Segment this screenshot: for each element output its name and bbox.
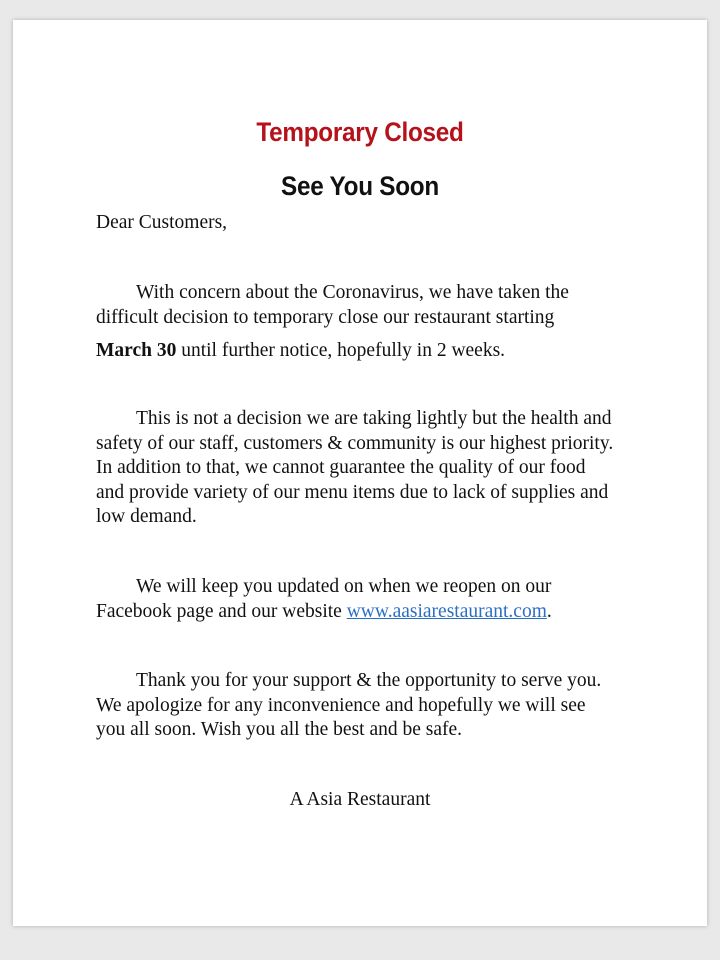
paragraph-reason xyxy=(96,407,656,530)
paragraph-closure-line-1: With concern about the Coronavirus, we have taken the xyxy=(136,282,569,303)
paragraph-thanks-line-1: Thank you for your support & the opportunity to serve you. xyxy=(136,670,602,691)
paragraph-reason-line-2: safety of our staff, customers & community is our highest priority. xyxy=(96,432,614,454)
paragraph-updates-line-1: We will keep you updated on when we reopen on our xyxy=(136,576,552,597)
notice-title: Temporary Closed xyxy=(256,117,464,147)
paragraph-reason-line-3: In addition to that, we cannot guarantee the quality of our food xyxy=(96,457,586,478)
paragraph-updates-line-2-prefix: Facebook page and our website xyxy=(96,600,347,622)
paragraph-updates xyxy=(96,575,656,624)
paragraph-closure-line-3 xyxy=(96,339,656,364)
closure-date: March 30 xyxy=(96,340,177,361)
paragraph-thanks-line-2: We apologize for any inconvenience and hopefully we will see xyxy=(96,694,586,716)
paragraph-thanks-line-3: you all soon. Wish you all the best and be safe. xyxy=(96,719,463,740)
website-link[interactable]: www.aasiarestaurant.com xyxy=(346,600,547,622)
paragraph-closure-line-2: difficult decision to temporary close our restaurant starting xyxy=(96,306,555,328)
signature: A Asia Restaurant xyxy=(289,789,431,810)
closure-date-rest: until further notice, hopefully in 2 weeks. xyxy=(176,340,506,361)
paragraph-reason-line-4: and provide variety of our menu items due to lack of supplies and xyxy=(96,481,609,503)
notice-subtitle: See You Soon xyxy=(281,171,439,201)
paragraph-thanks xyxy=(96,669,656,743)
paragraph-updates-line-2-suffix: . xyxy=(546,600,552,622)
paragraph-reason-line-5: low demand. xyxy=(96,506,197,527)
paragraph-closure xyxy=(96,281,656,364)
paragraph-reason-line-1: This is not a decision we are taking lightly but the health and xyxy=(136,408,612,429)
letter-page xyxy=(13,20,707,926)
salutation: Dear Customers, xyxy=(96,212,228,233)
